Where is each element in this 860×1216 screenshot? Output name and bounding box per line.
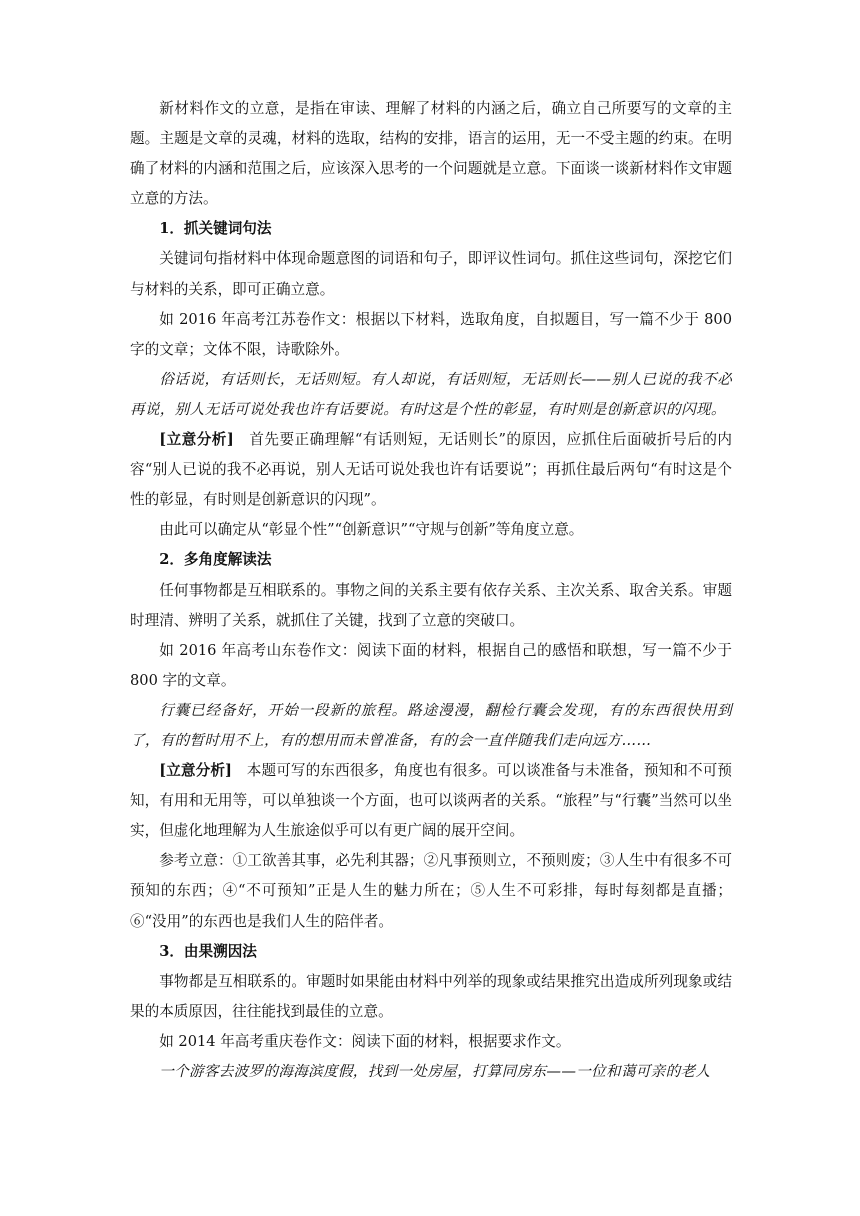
analysis-label: [立意分析]: [159, 762, 232, 780]
analysis-paragraph: [130, 756, 732, 846]
analysis-paragraph: [130, 425, 732, 515]
section-heading-1: 1．抓关键词句法: [159, 220, 272, 238]
reference-ideas: 参考立意：①工欲善其事，必先利其器；②凡事预则立，不预则废；③人生中有很多不可预知的东西；④“不可预知”正是人生的魅力所在；⑤人生不可彩排，每时每刻都是直播；⑥“没用”的东西也是我们人生的陪伴者。: [130, 852, 732, 930]
example-material: 俗话说，有话则长，无话则短。有人却说，有话则短，无话则长——别人已说的我不必再说，别人无话可说处我也许有话要说。有时这是个性的彰显，有时则是创新意识的闪现。: [130, 370, 732, 418]
intro-paragraph: 新材料作文的立意，是指在审读、理解了材料的内涵之后，确立自己所要写的文章的主题。主题是文章的灵魂，材料的选取，结构的安排，语言的运用，无一不受主题的约束。在明确了材料的内涵和范围之后，应该深入思考的一个问题就是立意。下面谈一谈新材料作文审题立意的方法。: [130, 100, 732, 208]
method-description: 任何事物都是互相联系的。事物之间的关系主要有依存关系、主次关系、取舍关系。审题时理清、辨明了关系，就抓住了关键，找到了立意的突破口。: [130, 581, 732, 629]
method-description: 关键词句指材料中体现命题意图的词语和句子，即评议性词句。抓住这些词句，深挖它们与材料的关系，即可正确立意。: [130, 250, 732, 298]
example-material: 一个游客去波罗的海海滨度假，找到一处房屋，打算同房东——一位和蔼可亲的老人: [159, 1063, 711, 1080]
example-prompt: 如 2016 年高考江苏卷作文：根据以下材料，选取角度，自拟题目，写一篇不少于 800 字的文章；文体不限，诗歌除外。: [130, 310, 732, 358]
document-page: [130, 94, 732, 1087]
method-description: 事物都是互相联系的。审题时如果能由材料中列举的现象或结果推究出造成所列现象或结果的本质原因，往往能找到最佳的立意。: [130, 972, 732, 1020]
section-heading-3: 3．由果溯因法: [159, 942, 257, 960]
analysis-text: 本题可写的东西很多，角度也有很多。可以谈准备与未准备，预知和不可预知，有用和无用等，可以单独谈一个方面，也可以谈两者的关系。“旅程”与“行囊”当然可以坐实，但虚化地理解为人生旅途似乎可以有更广阔的展开空间。: [130, 762, 732, 840]
analysis-label: [立意分析]: [159, 431, 234, 449]
example-material: 行囊已经备好，开始一段新的旅程。路途漫漫，翻检行囊会发现，有的东西很快用到了，有的暂时用不上，有的想用而未曾准备，有的会一直伴随我们走向远方……: [130, 701, 732, 749]
example-prompt: 如 2014 年高考重庆卷作文：阅读下面的材料，根据要求作文。: [159, 1032, 571, 1050]
section-heading-2: 2．多角度解读法: [159, 551, 272, 569]
conclusion-paragraph: 由此可以确定从“彰显个性”“创新意识”“守规与创新”等角度立意。: [159, 521, 584, 539]
example-prompt: 如 2016 年高考山东卷作文：阅读下面的材料，根据自己的感悟和联想，写一篇不少于 800 字的文章。: [130, 641, 732, 689]
analysis-text: 首先要正确理解“有话则短，无话则长”的原因，应抓住后面破折号后的内容“别人已说的我不必再说，别人无话可说处我也许有话要说”；再抓住最后两句“有时这是个性的彰显，有时则是创新意识的闪现”。: [130, 431, 732, 509]
